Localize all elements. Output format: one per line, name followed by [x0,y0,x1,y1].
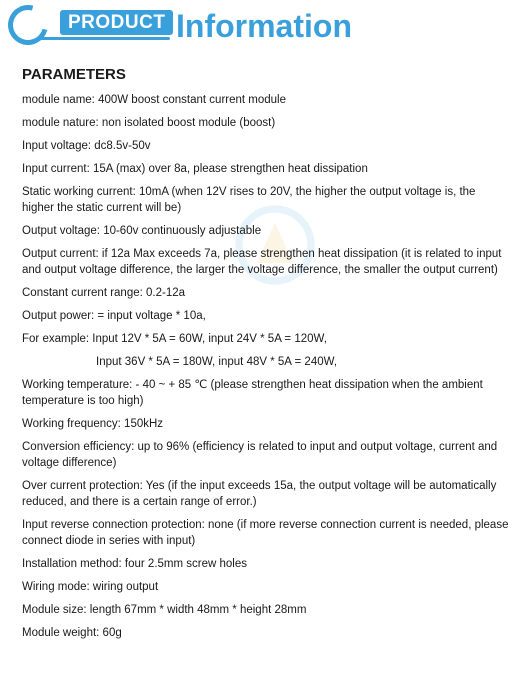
param-line: Input reverse connection protection: none (if more reverse connection current is needed, please connect diode in series with input) [22,519,509,547]
circle-decoration [1,0,56,52]
param-line: Input voltage: dc8.5v-50v [22,140,151,152]
banner-title: Information [176,8,352,44]
product-label: PRODUCT [60,10,173,35]
param-line: Module size: length 67mm * width 48mm * height 28mm [22,604,307,616]
param-line: Working temperature: - 40 ~ + 85 ℃ (please strengthen heat dissipation when the ambient temperature is too high) [22,379,483,407]
param-line: Constant current range: 0.2-12a [22,287,186,299]
param-line: Installation method: four 2.5mm screw holes [22,558,247,570]
param-line: Module weight: 60g [22,627,122,639]
param-line: Static working current: 10mA (when 12V rises to 20V, the higher the output voltage is, the higher the static current will be) [22,186,476,214]
param-line: Working frequency: 150kHz [22,418,164,430]
param-line: Output voltage: 10-60v continuously adjustable [22,225,262,237]
param-line: Conversion efficiency: up to 96% (efficiency is related to input and output voltage, current and voltage difference) [22,441,498,469]
param-line: Wiring mode: wiring output [22,581,159,593]
param-line: Input current: 15A (max) over 8a, please strengthen heat dissipation [22,163,368,175]
parameters-section [22,66,510,648]
param-line: Output power: = input voltage * 10a, [22,310,206,322]
param-line: module nature: non isolated boost module (boost) [22,117,276,129]
example-line: For example: Input 12V * 5A = 60W, input 24V * 5A = 120W, [22,333,327,345]
section-title: PARAMETERS [22,66,126,83]
banner [0,0,524,56]
product-underline [40,37,170,40]
example-line: Input 36V * 5A = 180W, input 48V * 5A = 240W, [96,356,338,368]
param-line: Over current protection: Yes (if the input exceeds 15a, the output voltage will be automatically reduced, and there is a certain range of error.) [22,480,497,508]
param-line: module name: 400W boost constant current module [22,94,287,106]
param-line: Output current: if 12a Max exceeds 7a, please strengthen heat dissipation (it is related to input and output voltage difference, the larger the voltage difference, the smaller the output current) [22,248,502,276]
